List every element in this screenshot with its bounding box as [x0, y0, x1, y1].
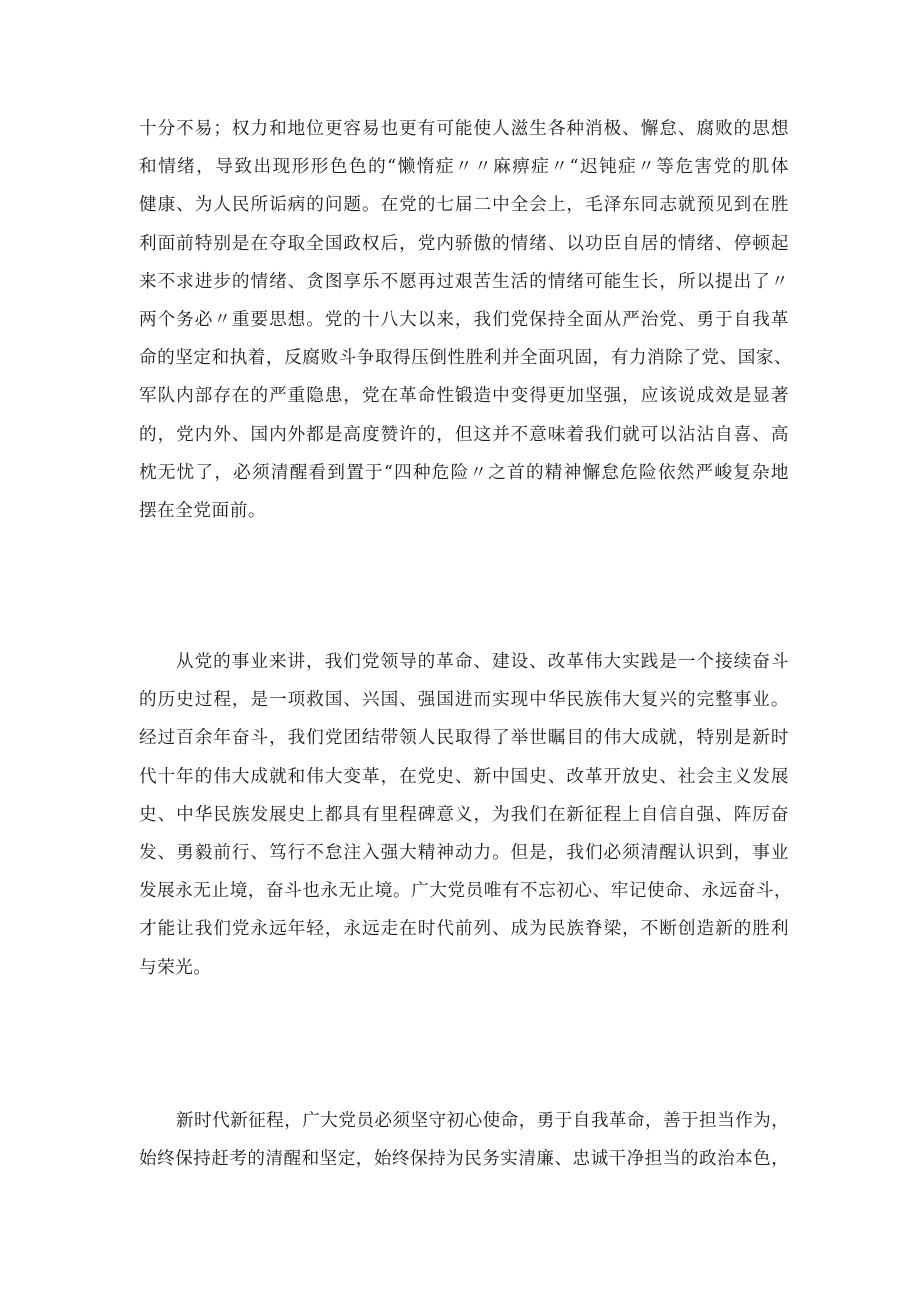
paragraph-line: 才能让我们党永远年轻，永远走在时代前列、成为民族脊梁，不断创造新的胜利 — [139, 919, 789, 940]
paragraph-1 — [139, 110, 793, 530]
paragraph-line: 摆在全党面前。 — [139, 500, 267, 521]
paragraph-line: 十分不易；权力和地位更容易也更有可能使人滋生各种消极、懈怠、腐败的思想 — [139, 119, 789, 139]
paragraph-line: 发展永无止境，奋斗也永无止境。广大党员唯有不忘初心、牢记使命、永远奋斗， — [139, 881, 793, 902]
paragraph-line: 始终保持赶考的清醒和坚定，始终保持为民务实清廉、忠诚干净担当的政治本色， — [139, 1149, 789, 1170]
paragraph-line: 命的坚定和执着，反腐败斗争取得压倒性胜利并全面巩固，有力消除了党、国家、 — [139, 348, 793, 369]
paragraph-line: 发、勇毅前行、笃行不怠注入强大精神动力。但是，我们必须清醒认识到，事业 — [139, 842, 789, 863]
paragraph-line: 利面前特别是在夺取全国政权后，党内骄傲的情绪、以功臣自居的情绪、停顿起 — [139, 233, 789, 254]
paragraph-line: 与荣光。 — [139, 957, 212, 978]
paragraph-line: 从党的事业来讲，我们党领导的革命、建设、改革伟大实践是一个接续奋斗 — [176, 652, 789, 672]
paragraph-line: 健康、为人民所诟病的问题。在党的七届二中全会上，毛泽东同志就预见到在胜 — [139, 195, 789, 216]
paragraph-line: 来不求进步的情绪、贪图享乐不愿再过艰苦生活的情绪可能生长，所以提出了〃 — [139, 271, 789, 292]
paragraph-line: 的，党内外、国内外都是高度赞许的，但这并不意味着我们就可以沾沾自喜、高 — [139, 424, 789, 445]
paragraph-line: 军队内部存在的严重隐患，党在革命性锻造中变得更加坚强，应该说成效是显著 — [139, 386, 789, 407]
paragraph-line: 史、中华民族发展史上都具有里程碑意义，为我们在新征程上自信自强、阵厉奋 — [139, 804, 789, 825]
paragraph-line: 和情绪，导致出现形形色色的“懒惰症〃〃麻痹症〃“迟钝症〃等危害党的肌体 — [139, 157, 789, 178]
paragraph-2 — [139, 643, 793, 987]
paragraph-line: 代十年的伟大成就和伟大变革，在党史、新中国史、改革开放史、社会主义发展 — [139, 766, 789, 787]
paragraph-line: 经过百余年奋斗，我们党团结带领人民取得了举世瞩目的伟大成就，特别是新时 — [139, 728, 789, 749]
paragraph-3 — [139, 1102, 789, 1178]
paragraph-line: 新时代新征程，广大党员必须坚守初心使命，勇于自我革命，善于担当作为， — [176, 1111, 789, 1131]
paragraph-line: 两个务必〃重要思想。党的十八大以来，我们党保持全面从严治党、勇于自我革 — [139, 309, 789, 330]
paragraph-line: 的历史过程，是一项救国、兴国、强国进而实现中华民族伟大复兴的完整事业。 — [139, 690, 789, 711]
paragraph-line: 枕无忧了，必须清醒看到置于“四种危险〃之首的精神懈怠危险依然严峻复杂地 — [139, 462, 789, 483]
